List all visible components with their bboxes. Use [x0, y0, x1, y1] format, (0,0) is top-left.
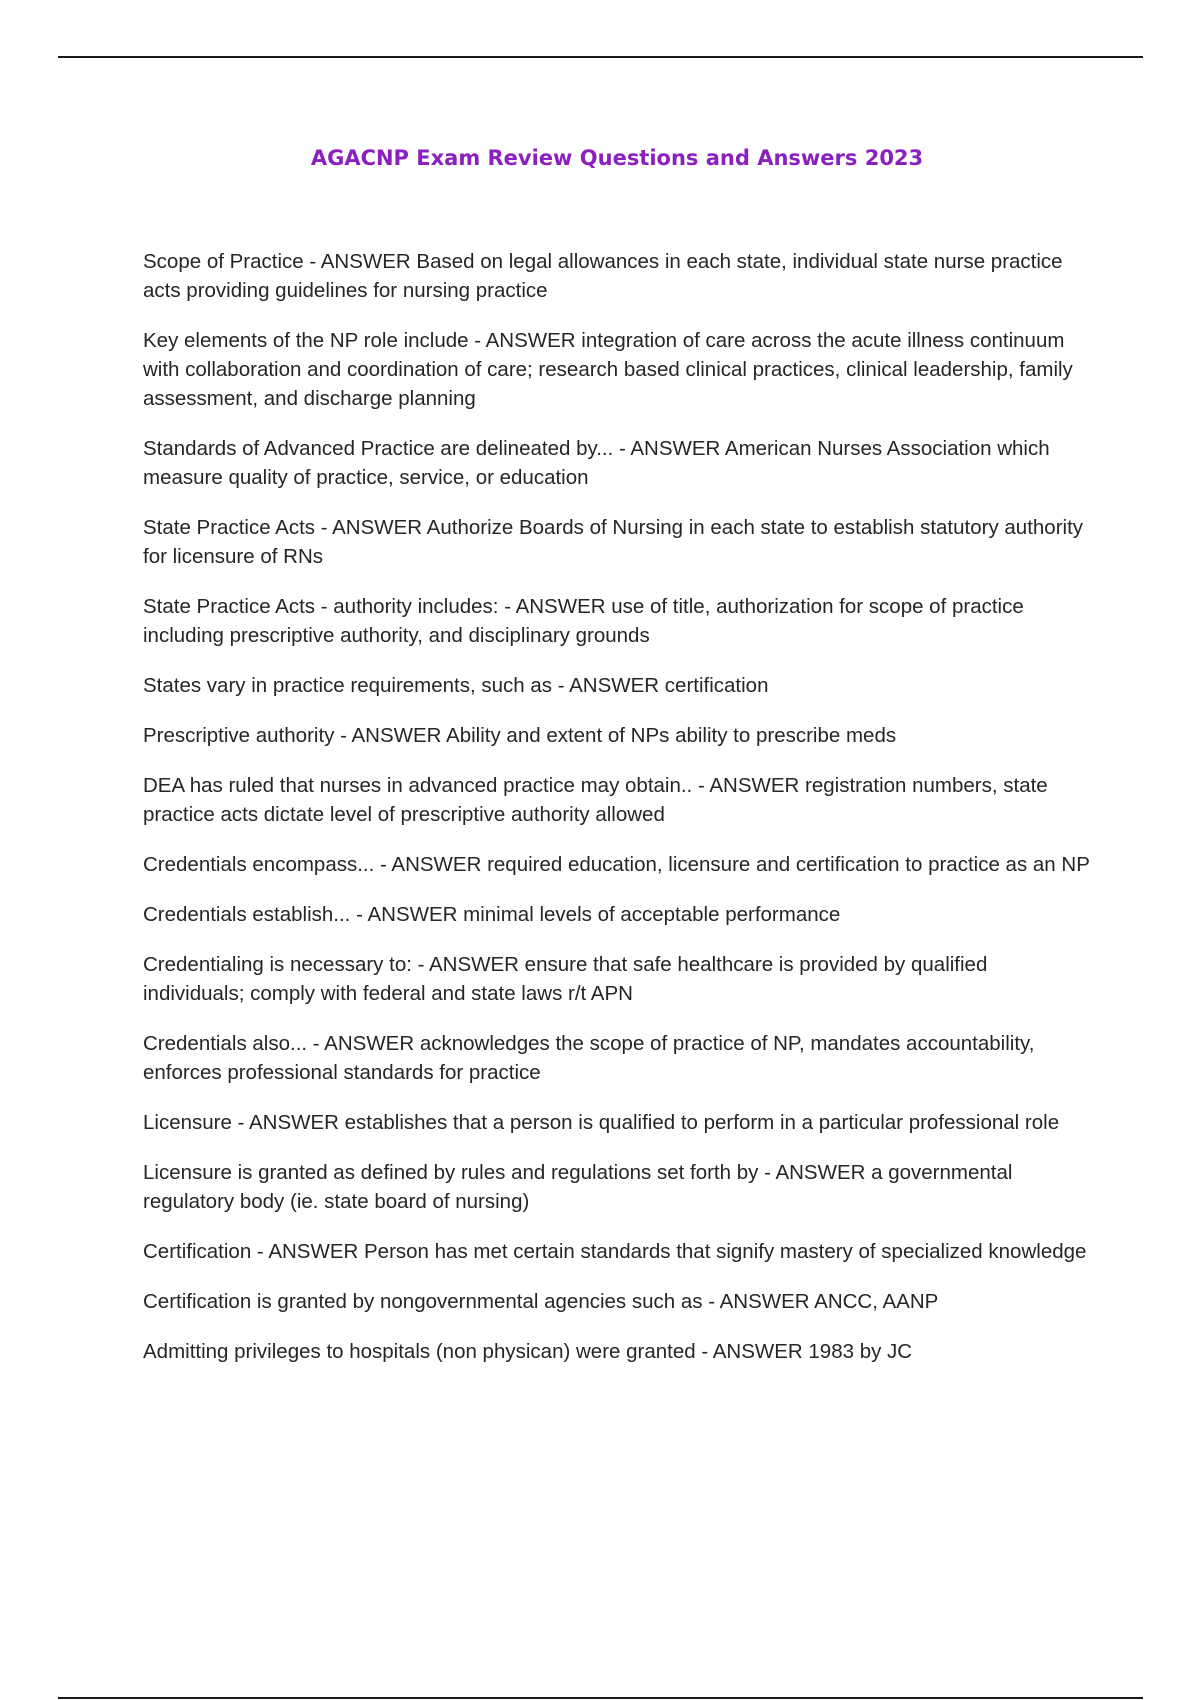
- qa-entry: State Practice Acts - authority includes: - ANSWER use of title, authorization for scope of practice including prescriptive authority, and disciplinary grounds: [143, 595, 1024, 647]
- top-rule: [58, 56, 1143, 58]
- qa-entry: Certification - ANSWER Person has met certain standards that signify mastery of specialized knowledge: [143, 1240, 1087, 1263]
- qa-entry: Prescriptive authority - ANSWER Ability and extent of NPs ability to prescribe meds: [143, 724, 897, 747]
- qa-entry: DEA has ruled that nurses in advanced practice may obtain.. - ANSWER registration numbers, state practice acts dictate level of prescriptive authority allowed: [143, 774, 1048, 826]
- document-title: AGACNP Exam Review Questions and Answers 2023: [310, 146, 924, 170]
- qa-entry: Credentialing is necessary to: - ANSWER ensure that safe healthcare is provided by qualified individuals; comply with federal and state laws r/t APN: [143, 953, 988, 1005]
- qa-entry: Credentials also... - ANSWER acknowledges the scope of practice of NP, mandates accountability, enforces professional standards for practice: [143, 1032, 1035, 1084]
- qa-entry: Credentials establish... - ANSWER minimal levels of acceptable performance: [143, 903, 841, 926]
- qa-entry: Licensure - ANSWER establishes that a person is qualified to perform in a particular professional role: [143, 1111, 1060, 1134]
- qa-entry: State Practice Acts - ANSWER Authorize Boards of Nursing in each state to establish statutory authority for licensure of RNs: [143, 516, 1084, 568]
- qa-entry: Certification is granted by nongovernmental agencies such as - ANSWER ANCC, AANP: [143, 1290, 939, 1313]
- qa-entry: Scope of Practice - ANSWER Based on legal allowances in each state, individual state nurse practice acts providing guidelines for nursing practice: [143, 250, 1063, 302]
- qa-entry: Key elements of the NP role include - ANSWER integration of care across the acute illness continuum with collaboration and coordination of care; research based clinical practices, clinical leadership, family assessment, and discharge planning: [143, 329, 1073, 410]
- qa-entry: Credentials encompass... - ANSWER required education, licensure and certification to practice as an NP: [143, 853, 1090, 876]
- bottom-rule: [58, 1697, 1143, 1699]
- qa-entry: States vary in practice requirements, such as - ANSWER certification: [143, 674, 769, 697]
- qa-list: [143, 247, 1093, 1387]
- qa-entry: Standards of Advanced Practice are delineated by... - ANSWER American Nurses Association which measure quality of practice, service, or education: [143, 437, 1050, 489]
- qa-entry: Licensure is granted as defined by rules and regulations set forth by - ANSWER a governmental regulatory body (ie. state board of nursing): [143, 1161, 1013, 1213]
- qa-entry: Admitting privileges to hospitals (non physican) were granted - ANSWER 1983 by JC: [143, 1340, 913, 1363]
